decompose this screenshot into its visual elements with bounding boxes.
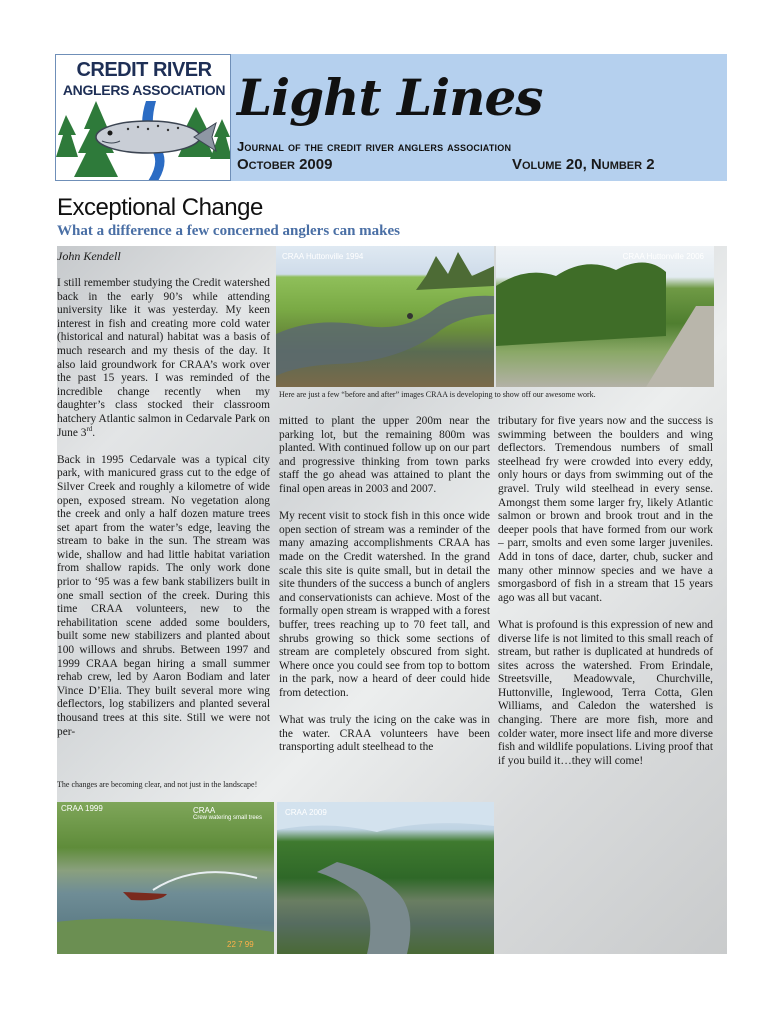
logo-fish-trees-graphic xyxy=(56,101,231,181)
photo-label: CRAA Huttonville 1994 xyxy=(282,252,364,261)
photo-label: CRAA Huttonville 2006 xyxy=(622,252,704,261)
paragraph: mitted to plant the upper 200m near the parking lot, but the remaining 800m was planted. With continued follow up on our part and progressive thinking from town parks staff the go ahead was attained to plant the final open areas in 2003 and 2007. xyxy=(279,415,490,495)
stream-illustration xyxy=(277,802,494,954)
photo-label: CRAA 2009 xyxy=(285,808,327,817)
article-deck: What a difference a few concerned anglers can makes xyxy=(57,223,400,239)
photo-huttonville-2006 xyxy=(496,246,714,387)
article-headline: Exceptional Change xyxy=(57,194,263,221)
photo-label: Crew watering small trees xyxy=(193,815,263,821)
photo-date-stamp: 22 7 99 xyxy=(227,940,254,949)
paragraph: What was truly the icing on the cake was in the water. CRAA volunteers have been transporting adult steelhead to the xyxy=(279,714,490,754)
article-column-1 xyxy=(57,277,270,753)
article-column-3 xyxy=(498,415,713,782)
paragraph: What is profound is this expression of new and diverse life is not limited to this small reach of stream, but rather is duplicated at hundreds of sites across the watershed. From Erindale, Streetsville, Meadowvale, Churchville, Huttonville, Inglewood, Terra Cotta, Glen Williams, and Caledon the watershed is changing. There are more fish, more and colder water, more insect life and more diverse fish and wildlife populations. Living proof that if you build it…they will come! xyxy=(498,618,713,767)
article-byline: John Kendell xyxy=(57,249,121,263)
logo-subtitle: ANGLERS ASSOCIATION xyxy=(62,82,226,98)
bottom-photo-caption: The changes are becoming clear, and not just in the landscape! xyxy=(57,780,258,789)
craa-logo xyxy=(55,54,231,181)
road-illustration xyxy=(496,246,714,387)
article-column-2 xyxy=(279,415,490,768)
photo-label: CRAA xyxy=(193,806,216,815)
paragraph: My recent visit to stock fish in this once wide open section of stream was a reminder of the many amazing accomplishments CRAA has made on the Credit watershed. In the grand scale this site is quite small, but in detail the site thunders of the success a bunch of anglers and conservationists can achieve. Most of the formally open stream is wrapped with a forest buffer, trees reaching up to 70 feet tall, and shrubs growing so thick some sections of stream are completely obscured from sight. Where once you could see from top to bottom in the park, now a heard of deer could hide from detection. xyxy=(279,510,490,699)
photo-label: CRAA 1999 xyxy=(61,804,103,813)
canoe-illustration xyxy=(57,802,274,954)
issue-volume: Volume 20, Number 2 xyxy=(512,156,655,173)
newsletter-subtitle: Journal of the credit river anglers association xyxy=(237,139,512,154)
top-photo-caption: Here are just a few “before and after” images CRAA is developing to show off our awesome work. xyxy=(279,390,596,399)
stream-illustration xyxy=(276,246,494,387)
photo-craa-1999 xyxy=(57,802,274,954)
paragraph: I still remember studying the Credit watershed back in the early 90’s while attending university like it was yesterday. My keen interest in fish and creating more cold water (historical and natural) habitat was a basis of much research and my thesis of the day. It also laid groundwork for CRAA’s work over the past 15 years. I was reminded of the incredible change recently when my daughter’s class stocked their classroom hatchery Atlantic salmon in Cedarvale Park on June 3rd. xyxy=(57,277,270,439)
photo-huttonville-1994 xyxy=(276,246,494,387)
issue-date: October 2009 xyxy=(237,156,333,173)
logo-title: CREDIT RIVER xyxy=(76,59,212,81)
photo-craa-2009 xyxy=(277,802,494,954)
newsletter-title: Light Lines xyxy=(237,68,543,127)
paragraph: tributary for five years now and the success is swimming between the boulders and wing deflectors. Tremendous numbers of small steelhead fry were crowded into every eddy, only hours or days from swimming out of the gravel. Truly wild steelhead in every sense. Amongst them some larger fry, likely Atlantic salmon or brown and brook trout and in the deeper pools that have formed from our work – parr, smolts and even some larger juveniles. Add in tons of dace, darter, chub, sucker and many other minnow species and we have a smorgasbord of fish in a stream that 15 years ago was all but vacant. xyxy=(498,415,713,604)
paragraph: Back in 1995 Cedarvale was a typical city park, with manicured grass cut to the edge of Silver Creek and roughly a kilometre of wide open, exposed stream. No vegetation along the creek and only a half dozen mature trees set apart from the water’s edge, leaving the stream to bake in the sun. The stream was wide, shallow and had little habitat variation from shallow rapids. The only work done prior to ‘95 was a few bank stabilizers built in one small section of the creek. During this time CRAA volunteers, new to the rehabilitation scene added some boulders, built some new stabilizers and planted about 100 willows and shrubs. Between 1997 and 1999 CRAA began hiring a small summer rehab crew, led by Aaron Bodiam and later Vince D’Elia. They built several more wing deflectors, log stabilizers and planted several thousand trees at this site. Still we were not per- xyxy=(57,453,270,738)
